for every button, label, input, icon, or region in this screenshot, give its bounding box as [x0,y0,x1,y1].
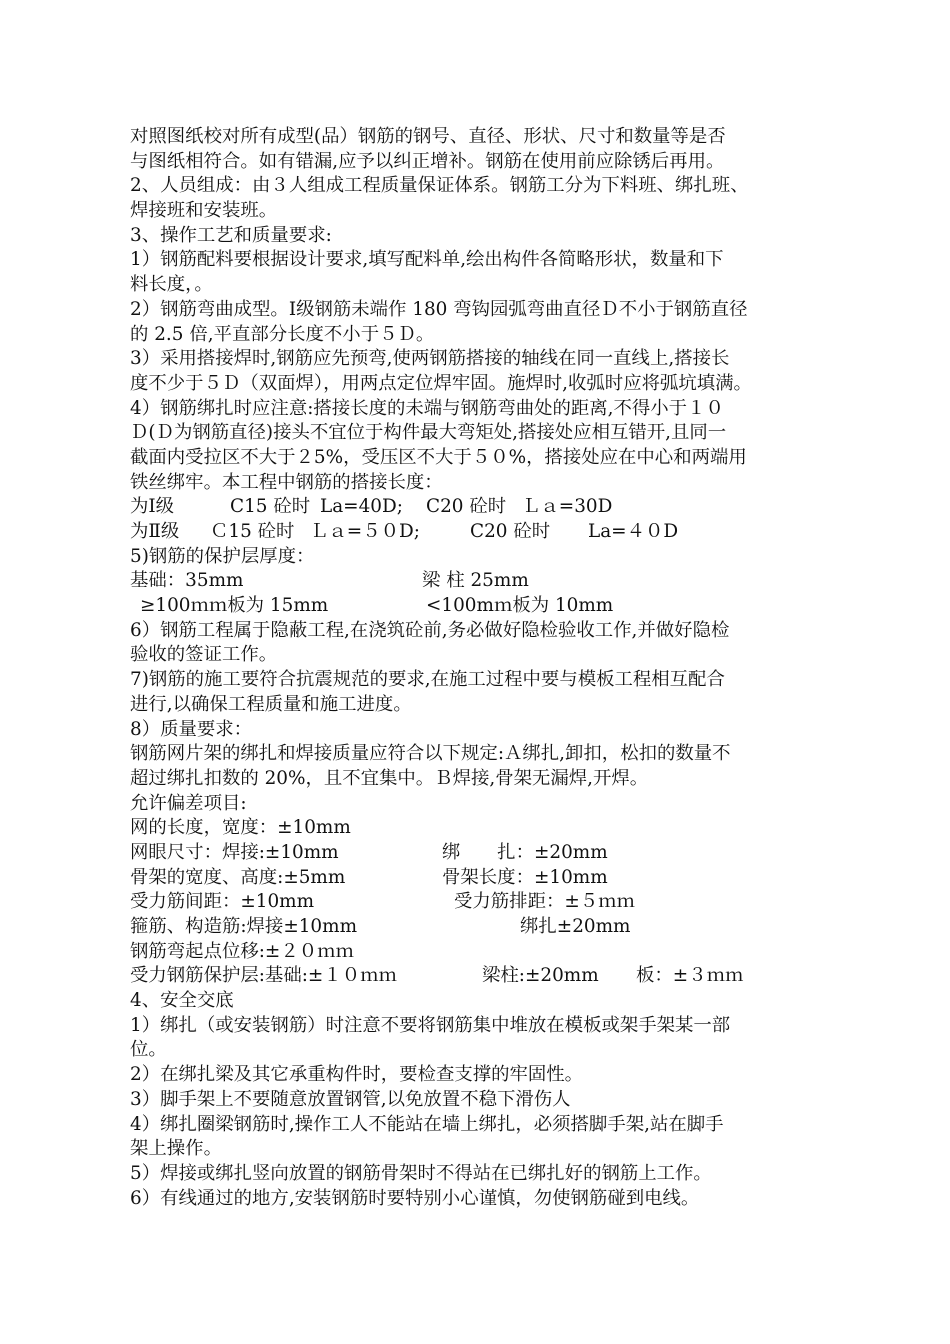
text-line: 5）焊接或绑扎竖向放置的钢筋骨架时不得站在已绑扎好的钢筋上工作。 [130,1162,712,1184]
text-line: 超过绑扎扣数的 20%，且不宜集中。Ｂ焊接,骨架无漏焊,开焊。 [130,767,649,789]
text-line: 允许偏差项目: [130,792,247,814]
text-line: 度不少于５Ｄ（双面焊），用两点定位焊牢固。施焊时,收弧时应将弧坑填满。 [130,372,752,394]
text-line: 1）钢筋配料要根据设计要求,填写配料单,绘出构件各简略形状，数量和下 [130,249,724,271]
text-line: 2）钢筋弯曲成型。Ⅰ级钢筋未端作 180 弯钩园弧弯曲直径Ｄ不小于钢筋直径 [130,298,748,320]
text-line: 6）有线通过的地方,安装钢筋时要特别小心谨慎，勿使钢筋碰到电线。 [130,1187,700,1209]
text-line: 截面内受拉区不大于２5%，受压区不大于５０%，搭接处应在中心和两端用 [130,446,747,468]
lap-length-row-grade-2 [130,520,920,545]
lap-length-value: Ｌａ=５０D; [310,521,420,542]
text-line: 4）绑扎圈梁钢筋时,操作工人不能站在墙上绑扎，必须搭脚手架,站在脚手 [130,1113,724,1135]
text-line: 6）钢筋工程属于隐蔽工程,在浇筑砼前,务必做好隐检验收工作,并做好隐检 [130,619,730,641]
text-line: 4）钢筋绑扎时应注意:搭接长度的未端与钢筋弯曲处的距离,不得小于１０ [130,397,724,419]
tolerance-item: 受力筋间距：±10mm [130,891,315,913]
tolerance-item: 梁柱:±20mm [482,965,599,987]
cover-row-1 [130,569,920,594]
tolerance-row [130,890,920,915]
text-line: 2）在绑扎梁及其它承重构件时，要检查支撑的牢固性。 [130,1064,584,1086]
cover-slab-thick: ≥100ｍｍ板为 15mm [140,595,329,617]
tolerance-item: 骨架长度：±10mm [442,866,608,888]
lap-grade-label: 为Ⅱ级 [130,521,180,542]
lap-length-value: La=４０D [588,521,679,542]
text-line: 位。 [130,1039,167,1061]
text-line: 焊接班和安装班。 [130,200,278,222]
tolerance-item: 绑 扎：±20mm [442,841,608,863]
tolerance-item: 受力筋排距：±５ｍｍ [454,891,635,913]
text-line: 8）质量要求： [130,718,253,740]
text-line: 铁丝绑牢。本工程中钢筋的搭接长度： [130,471,443,493]
document-body [130,125,920,1211]
cover-foundation: 基础：35mm [130,570,244,592]
text-line: 2、人员组成：由３人组成工程质量保证体系。钢筋工分为下料班、绑扎班、 [130,175,749,197]
tolerance-item: 绑扎±20mm [520,916,631,937]
text-line: 网的长度，宽度：±10mm [130,817,351,839]
text-line: 验收的签证工作。 [130,644,278,666]
text-line: 架上操作。 [130,1138,222,1160]
tolerance-item: 骨架的宽度、高度:±5mm [130,866,346,888]
lap-length-row-grade-1 [130,495,920,520]
cover-row-2 [130,594,920,619]
text-line: 与图纸相符合。如有错漏,应予以纠正增补。钢筋在使用前应除锈后再用。 [130,150,725,172]
tolerance-cover-row [130,964,920,989]
tolerance-item: 板：±３ｍｍ [636,965,744,987]
lap-length-value: La=40D; [320,496,403,518]
section-heading: 4、安全交底 [130,990,234,1012]
tolerance-row [130,915,920,940]
text-line: 料长度，。 [130,274,213,296]
lap-concrete-class: C15 砼时 [230,496,311,518]
tolerance-bend: 钢筋弯起点位移:±２０ｍｍ [130,940,354,962]
tolerance-item: 受力钢筋保护层:基础:±１０ｍｍ [130,965,397,987]
lap-length-value: Ｌａ=30D [522,496,613,518]
cover-title: 5)钢筋的保护层厚度： [130,545,315,567]
tolerance-item: 箍筋、构造筋:焊接±10mm [130,916,358,937]
text-line: 3）脚手架上不要随意放置钢管,以免放置不稳下滑伤人 [130,1088,571,1110]
text-line: 1）绑扎（或安装钢筋）时注意不要将钢筋集中堆放在模板或架手架某一部 [130,1014,731,1036]
text-line: 对照图纸校对所有成型(品）钢筋的钢号、直径、形状、尺寸和数量等是否 [130,126,726,147]
section-heading: 3、操作工艺和质量要求: [130,224,332,246]
lap-concrete-class: C20 砼时 [470,521,551,542]
lap-concrete-class: Ｃ15 砼时 [210,521,295,542]
text-line: 7)钢筋的施工要符合抗震规范的要求,在施工过程中要与模板工程相互配合 [130,669,725,691]
cover-beam-column: 梁 柱 25mm [422,570,529,592]
text-line: 的 2.5 倍,平直部分长度不小于５Ｄ。 [130,323,435,345]
text-line: 3）采用搭接焊时,钢筋应先预弯,使两钢筋搭接的轴线在同一直线上,搭接长 [130,348,730,370]
lap-grade-label: 为Ⅰ级 [130,496,175,518]
text-line: Ｄ(Ｄ为钢筋直径)接头不宜位于构件最大弯矩处,搭接处应相互错开,且同一 [130,422,727,444]
text-line: 进行,以确保工程质量和施工进度。 [130,693,412,715]
lap-concrete-class: C20 砼时 [426,496,507,518]
tolerance-row [130,841,920,866]
tolerance-row [130,866,920,891]
text-line: 钢筋网片架的绑扎和焊接质量应符合以下规定:Ａ绑扎,卸扣，松扣的数量不 [130,743,731,765]
cover-slab-thin: <100mｍ板为 10mm [426,595,614,617]
tolerance-item: 网眼尺寸：焊接:±10mm [130,841,339,863]
